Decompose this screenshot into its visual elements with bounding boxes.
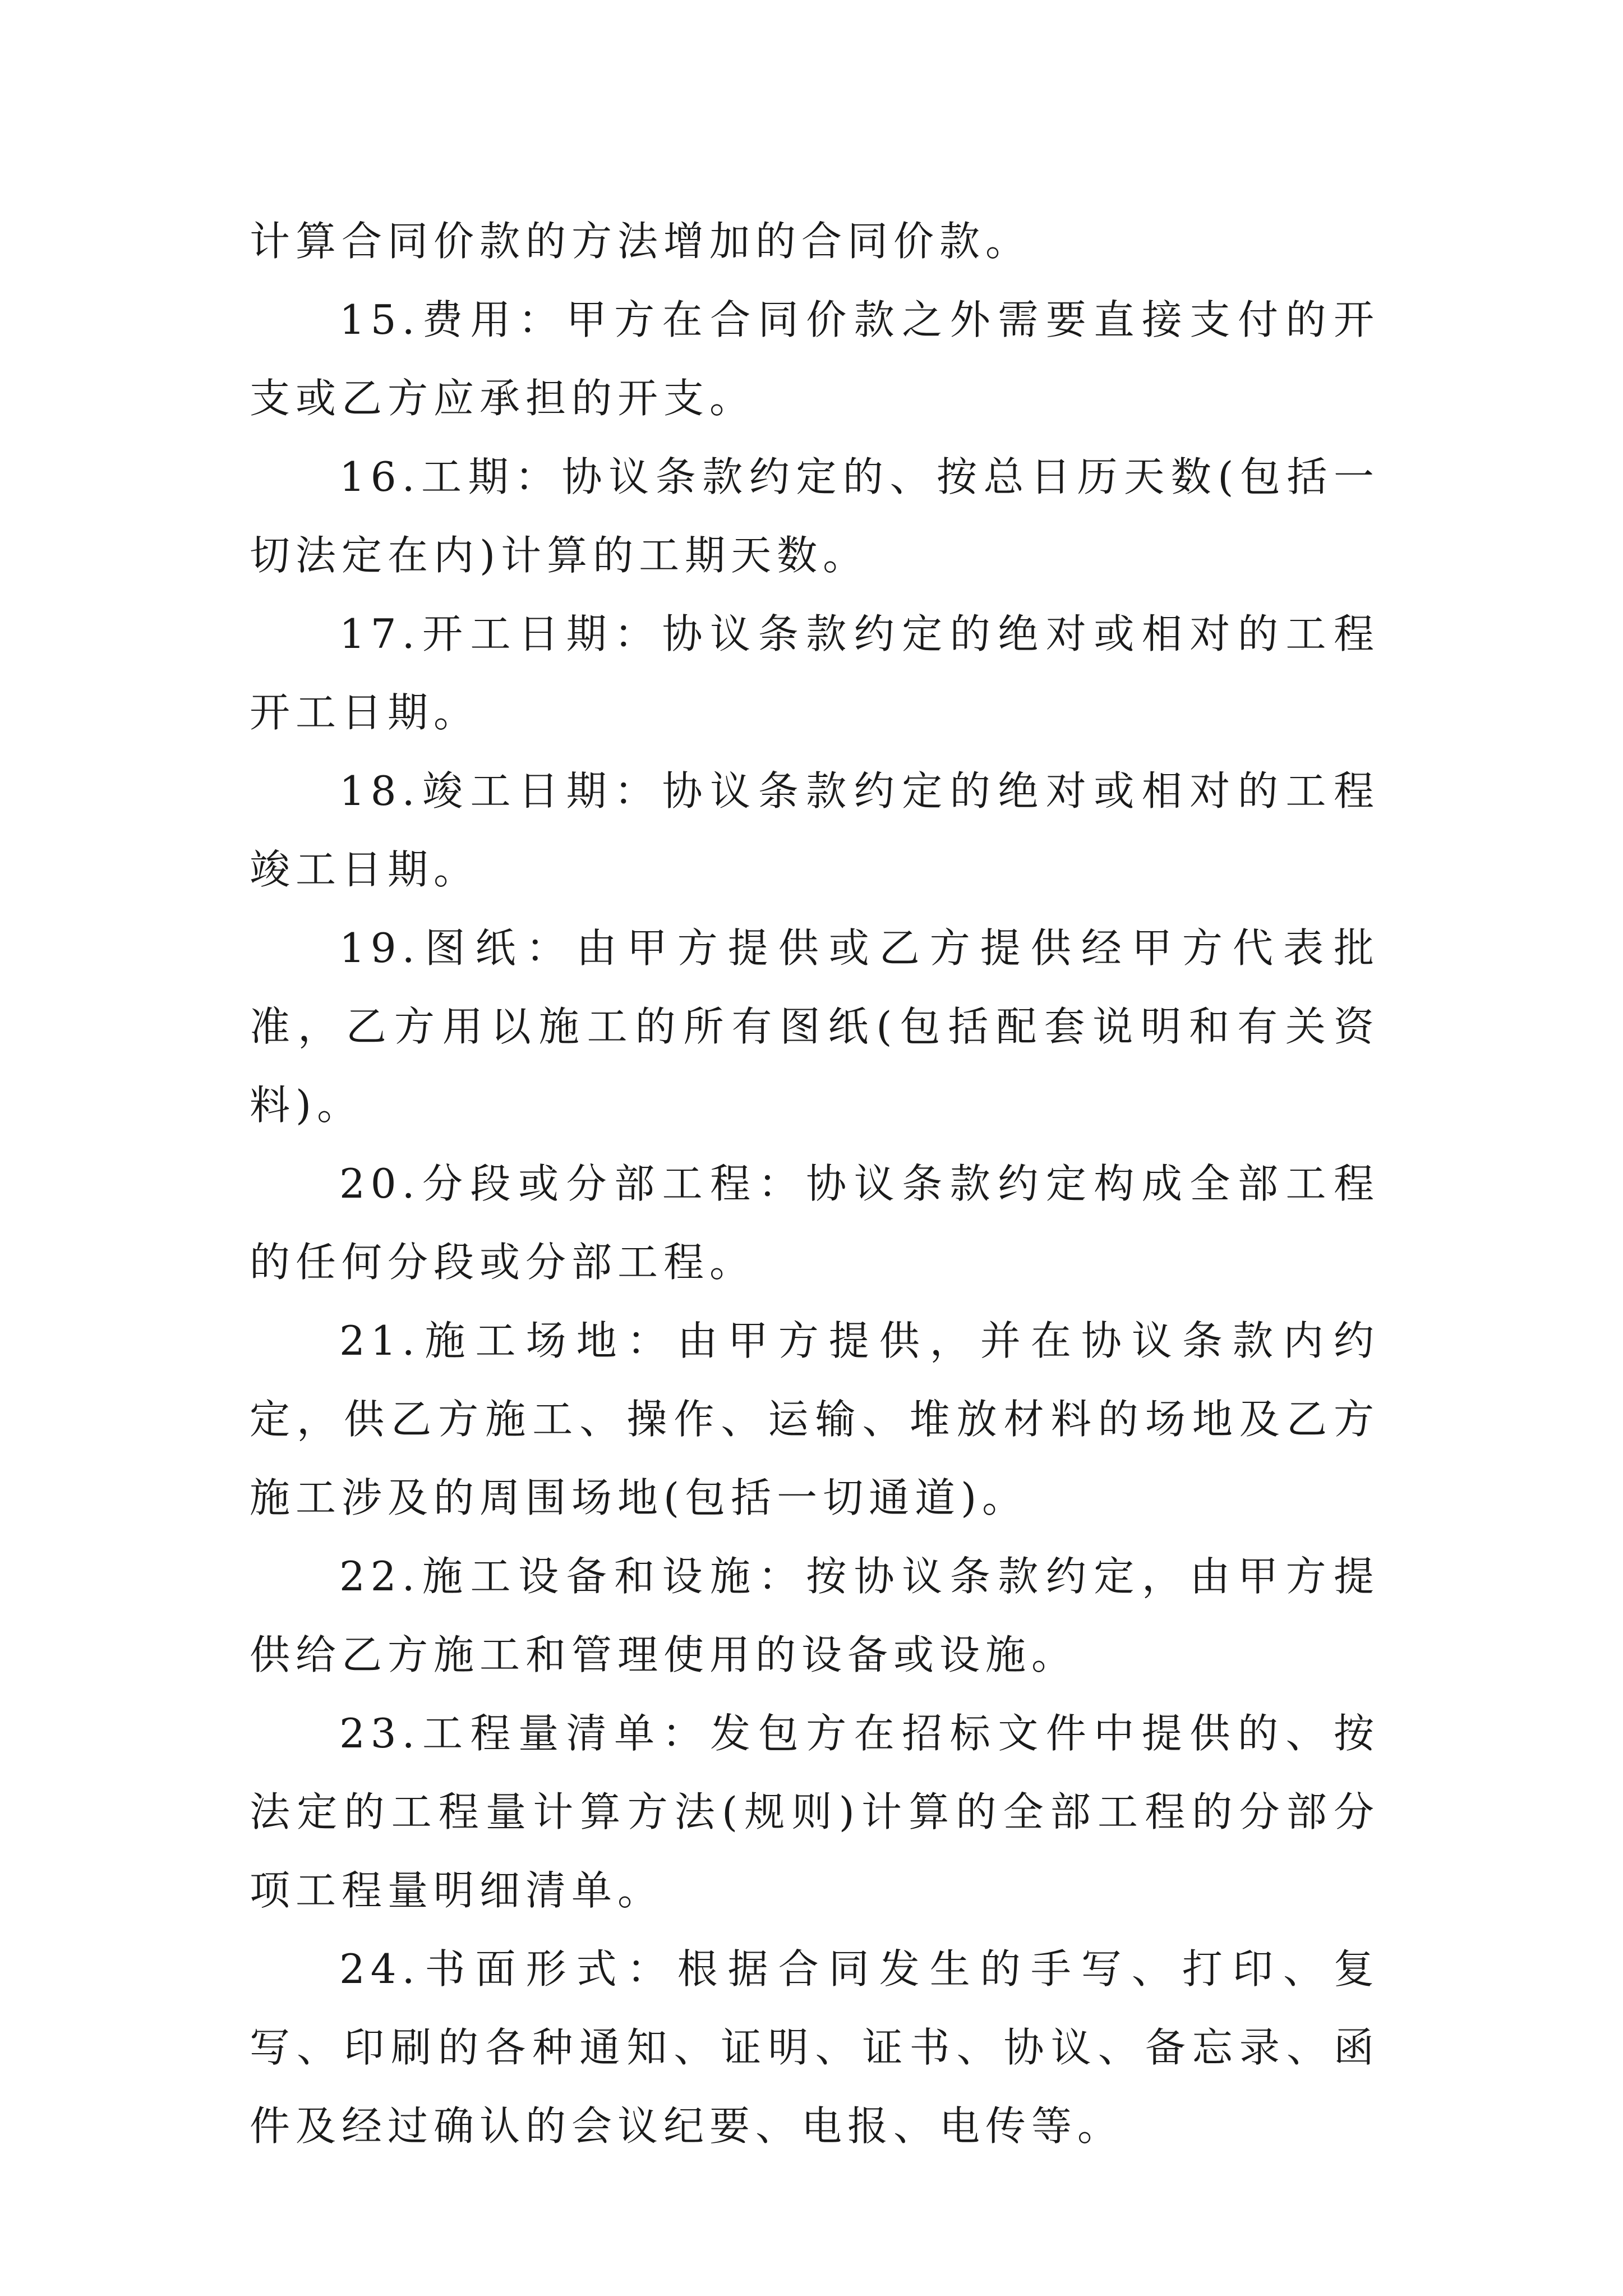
paragraph-continuation: 计算合同价款的方法增加的合同价款。 [250, 218, 1032, 265]
paragraph-item-19: 19.图纸：由甲方提供或乙方提供经甲方代表批准，乙方用以施工的所有图纸(包括配套说明和有关资料)。 [250, 924, 1380, 1129]
paragraph-item-15: 15.费用：甲方在合同价款之外需要直接支付的开支或乙方应承担的开支。 [250, 296, 1380, 422]
paragraph-item-16: 16.工期：协议条款约定的、按总日历天数(包括一切法定在内)计算的工期天数。 [250, 453, 1380, 579]
paragraph-item-23: 23.工程量清单：发包方在招标文件中提供的、按法定的工程量计算方法(规则)计算的全部工程的分部分项工程量明细清单。 [250, 1710, 1380, 1914]
paragraph-item-21: 21.施工场地：由甲方提供，并在协议条款内约定，供乙方施工、操作、运输、堆放材料的场地及乙方施工涉及的周围场地(包括一切通道)。 [250, 1317, 1380, 1521]
document-body [250, 202, 1380, 2165]
paragraph-item-20: 20.分段或分部工程：协议条款约定构成全部工程的任何分段或分部工程。 [250, 1160, 1380, 1286]
paragraph-item-18: 18.竣工日期：协议条款约定的绝对或相对的工程竣工日期。 [250, 767, 1380, 893]
paragraph-item-22: 22.施工设备和设施：按协议条款约定，由甲方提供给乙方施工和管理使用的设备或设施。 [250, 1553, 1380, 1678]
paragraph-item-17: 17.开工日期：协议条款约定的绝对或相对的工程开工日期。 [250, 610, 1380, 736]
paragraph-item-24: 24.书面形式：根据合同发生的手写、打印、复写、印刷的各种通知、证明、证书、协议、备忘录、函件及经过确认的会议纪要、电报、电传等。 [250, 1945, 1380, 2150]
